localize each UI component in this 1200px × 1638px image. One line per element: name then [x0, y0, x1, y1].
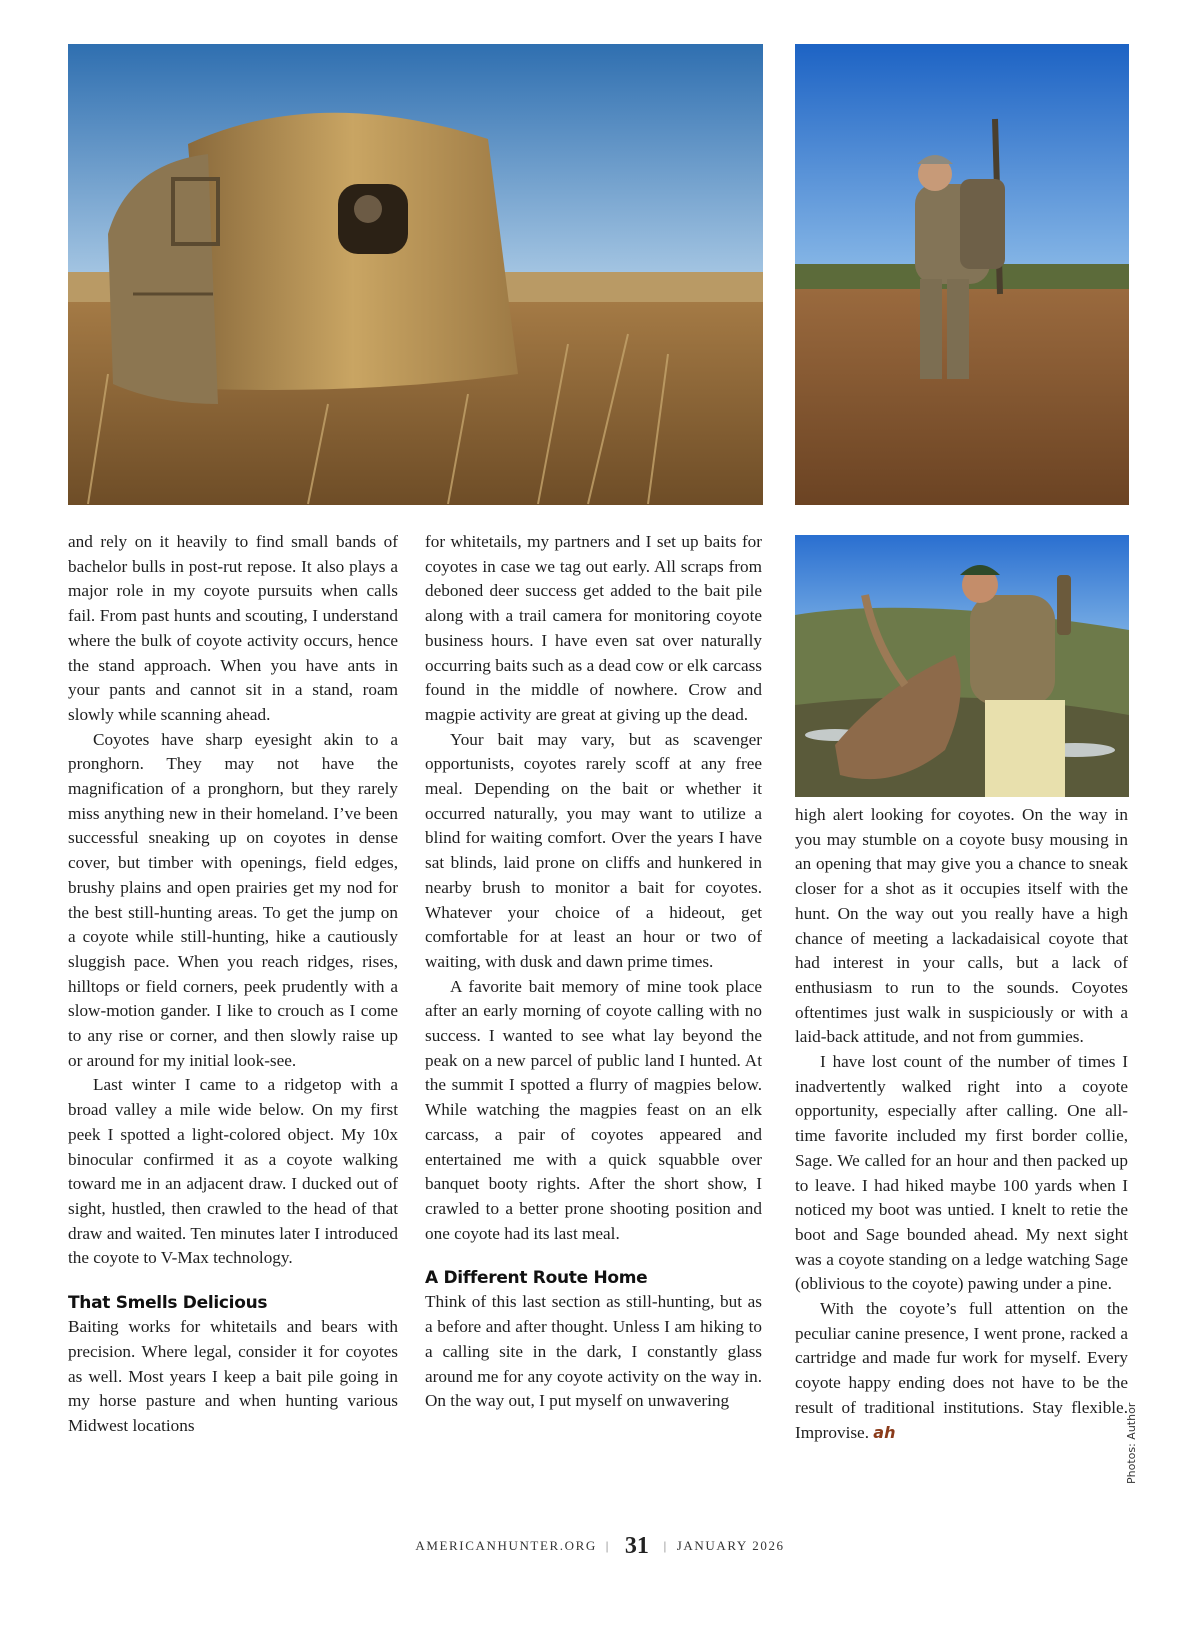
- column2-paragraph-2: Your bait may vary, but as scavenger opportunists, coyotes rarely scoff at any free meal. Depending on the bait or whether it occurred naturally, you may want to utilize a blind for waiting comfort. Over the years I have sat blinds, laid prone on cliffs and hunkered in nearby brush to monitor a bait for coyotes. Whatever your choice of a hideout, get comfortable for at least an hour or two of waiting, with dusk and dawn prime times.: [425, 729, 762, 971]
- article-column-3: [795, 803, 1128, 1445]
- column3-paragraph-1: high alert looking for coyotes. On the way in you may stumble on a coyote busy mousing in an opening that may give you a chance to sneak closer for a shot as it occupies itself with the hunt. On the way out you really have a high chance of meeting a lackadaisical coyote that had interest in your calls, but a lack of enthusiasm to run to the sounds. Coyotes oftentimes just walk in suspiciously or with a laid-back attitude, and not from gummies.: [795, 805, 1128, 1047]
- column2-paragraph-3: A favorite bait memory of mine took place after an early morning of coyote calling with no success. I wanted to see what lay beyond the peak on a new parcel of public land I hunted. At the summit I spotted a flurry of magpies below. While watching the magpies feast on an elk carcass, a pair of coyotes appeared and entertained me with a quick squabble over banquet booty rights. After the short show, I crawled to a better prone shooting position and one coyote had its last meal.: [425, 976, 762, 1243]
- end-mark-logo: ah: [873, 1422, 896, 1442]
- column1-paragraph-3: Last winter I came to a ridgetop with a broad valley a mile wide below. On my first peek I spotted a light-colored object. My 10x binocular confirmed it as a coyote walking toward me in an adjacent draw. I ducked out of sight, hustled, then crawled to the head of that draw and waited. Ten minutes later I introduced the coyote to V-Max technology.: [68, 1075, 398, 1268]
- page-footer: [0, 1533, 1200, 1560]
- section-heading-different-route: A Different Route Home: [425, 1268, 648, 1289]
- article-column-1: [68, 530, 398, 1439]
- column3-paragraph-3-text: With the coyote’s full attention on the peculiar canine presence, I went prone, racked a cartridge and made fur work for myself. Every coyote happy ending does not have to be the result of traditional institutions. Stay flexible. Improvise.: [795, 1299, 1128, 1442]
- column2-paragraph-1: for whitetails, my partners and I set up baits for coyotes in case we tag out early. All scraps from deboned deer success get added to the bait pile along with a trail camera for monitoring coyote business hours. I have even sat over naturally occurring baits such as a dead cow or elk carcass found in the middle of nowhere. Crow and magpie activity are great at giving up the dead.: [425, 532, 762, 724]
- footer-site: AMERICANHUNTER.ORG: [415, 1538, 597, 1553]
- section-heading-smells-delicious: That Smells Delicious: [68, 1293, 268, 1314]
- column1-paragraph-4: Baiting works for whitetails and bears with precision. Where legal, consider it for coyotes as well. Most years I keep a bait pile going in my horse pasture and when hunting various Midwest locations: [68, 1317, 398, 1435]
- page-number: 31: [624, 1533, 649, 1559]
- column2-paragraph-4: Think of this last section as still-hunting, but as a before and after thought. Unless I am hiking to a calling site in the dark, I constantly glass around me for any coyote activity on the way in. On the way out, I put myself on unwavering: [425, 1292, 762, 1411]
- photo-credit: Photos: Author: [1125, 1402, 1138, 1484]
- hunter-walking-photo: [795, 44, 1129, 505]
- footer-date: JANUARY 2026: [676, 1538, 785, 1553]
- column1-paragraph-1: and rely on it heavily to find small bands of bachelor bulls in post-rut repose. It also plays a major role in my coyote pursuits when calls fail. From past hunts and scouting, I understand where the bulk of coyote activity occurs, hence the stand approach. When you have ants in your pants and cannot sit in a stand, roam slowly while scanning ahead.: [68, 532, 398, 724]
- column3-paragraph-2: I have lost count of the number of times I inadvertently walked right into a coyote opportunity, especially after calling. One all-time favorite included my first border collie, Sage. We called for an hour and then packed up to leave. I had hiked maybe 100 yards when I noticed my boot was untied. I knelt to retie the boot and Sage bounded ahead. My next sight was a coyote standing on a ledge watching Sage (oblivious to the coyote) pawing under a pine.: [795, 1052, 1128, 1294]
- column3-paragraph-3: [795, 1297, 1128, 1445]
- blind-hay-bale-photo: [68, 44, 763, 505]
- footer-separator: |: [605, 1538, 610, 1553]
- column1-paragraph-2: Coyotes have sharp eyesight akin to a pronghorn. They may not have the magnification of a pronghorn, but they rarely miss anything new in their homeland. I’ve been successful sneaking up on coyotes in dense cover, but timber with openings, field edges, brushy plains and open prairies get my nod for the best still-hunting areas. To get the jump on a coyote while still-hunting, hike a cautiously sluggish pace. When you reach ridges, rises, hilltops or field corners, peek prudently with a slow-motion gander. I like to crouch as I come to any rise or corner, and then slowly raise up or around for my initial look-see.: [68, 729, 398, 1070]
- hunter-with-coyote-photo: [795, 535, 1129, 797]
- footer-separator: |: [663, 1538, 668, 1553]
- article-column-2: [425, 530, 762, 1414]
